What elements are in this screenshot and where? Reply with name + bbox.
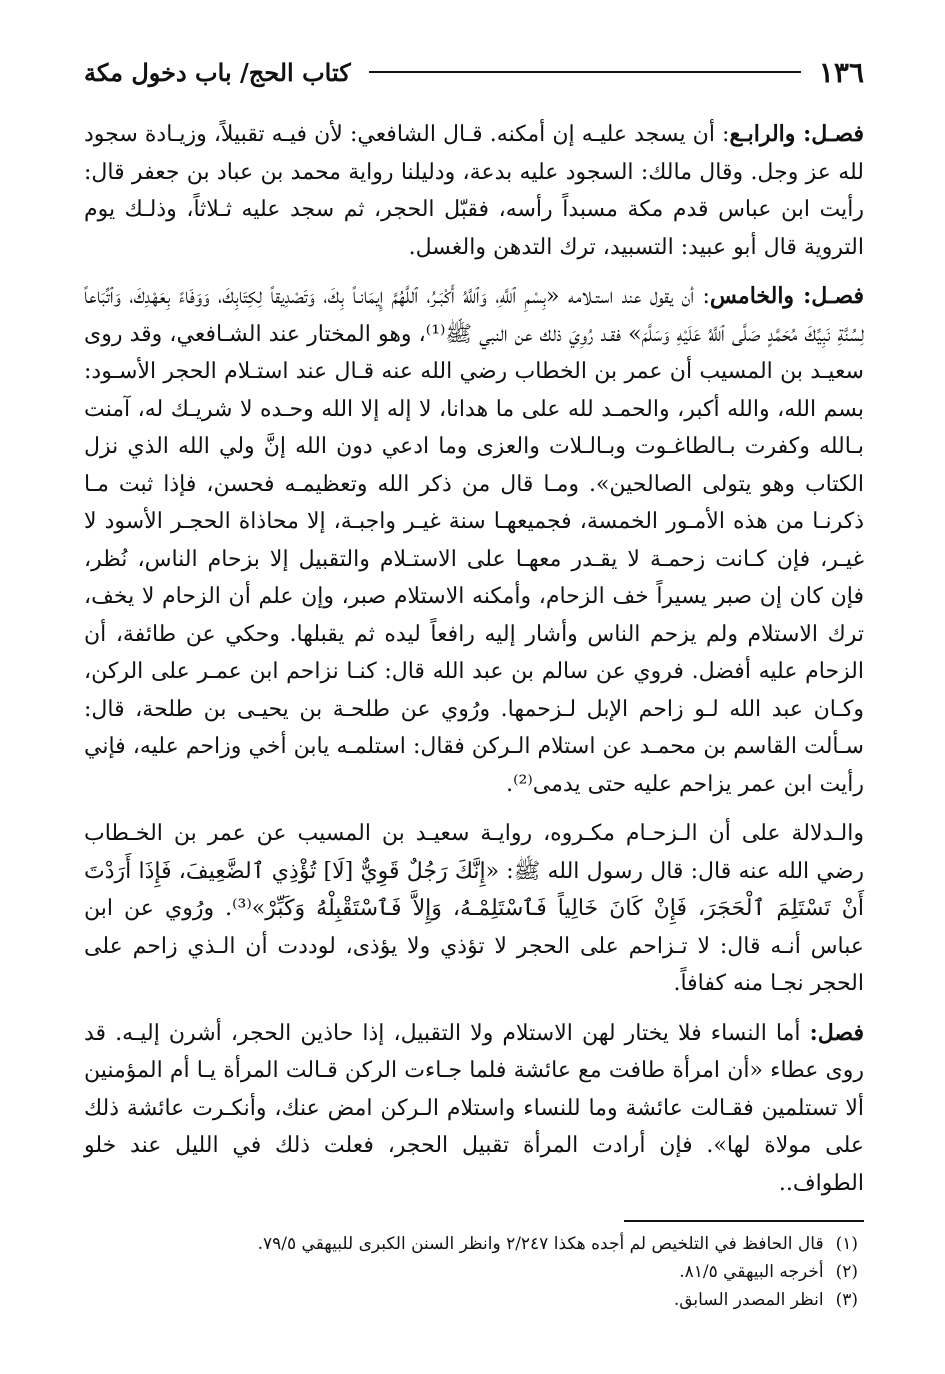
paragraph-evidence xyxy=(84,815,864,1003)
running-title: كتاب الحج/ باب دخول مكة xyxy=(84,57,351,87)
paragraph-fifth xyxy=(84,278,864,803)
footnote-text: انظر المصدر السابق. xyxy=(673,1290,824,1310)
footnote xyxy=(84,1286,858,1314)
paragraph-label: فصل: xyxy=(809,1019,864,1046)
paragraph-label: فصـل: والخامس xyxy=(709,283,864,309)
header-rule xyxy=(369,71,801,73)
paragraph-text: : أن يقول عند استـلامه «بِسْمِ ٱللَّهِ، وَٱللَّهُ أَكْبَـرُ، ٱللَّهُمَّ إِيمَانـاً بِكَ، وَتَصْدِيقاً لِكِتَابِكَ، وَوَفَاءً بِعَهْدِكَ، وَٱتِّبَاعاً لِسُنَّةِ نَبِيِّكَ مُحَمَّدٍ صَلَّى ٱللَّهُ عَلَيْهِ وَسَلَّمَ» فقـد رُوِيَ ذلك عن النبي ﷺ⁽¹⁾، وهو المختار عند الشـافعي، وقد روى سعيـد بن المسيب أن عمر بن الخطاب رضي الله عنه قـال عند استـلام الحجر الأسـود: بسم الله، والله أكبر، والحمـد لله على ما هدانا، لا إله إلا الله وحـده لا شريـك له، آمنت بـالله وكفرت بـالطاغـوت وبـالـلات والعزى وما ادعي دون الله إنَّ ولي الله الذي نزل الكتاب وهو يتولى الصالحين». ومـا قال من ذكر الله وتعظيمـه فحسن، فإذا ثبت مـا ذكرنـا من هذه الأمـور الخمسة، فجميعهـا سنة غيـر واجبـة، إلا محاذاة الحجـر الأسود لا غيـر، فإن كـانت زحمـة لا يقـدر معهـا على الاستـلام والتقبيل إلا بزحام الناس، نُظر، فإن كان إن صبر يسيراً خف الزحام، وأمكنه الاستلام صبر، وإن علم أن الزحام لا يخف، ترك الاستلام ولم يزحم الناس وأشار إليه رافعاً ليده ثم يقبلها. وحكي عن طائفة، أن الزحام عليه أفضل. فروي عن سالم بن عبد الله قال: كنـا نزاحم ابن عمـر على الركن، وكـان عبد الله لـو زاحم الإبل لـزحمها. ورُوي عن طلحـة بن يحيـى بن طلحة، قال: سـألت القاسم بن محمـد عن استلام الـركن فقال: استلمـه يابن أخي وزاحم عليه، فإني رأيت ابن عمر يزاحم عليه حتى يدمى⁽²⁾. xyxy=(84,284,864,797)
paragraph-fourth xyxy=(84,116,864,266)
paragraph-women xyxy=(84,1015,864,1203)
footnotes xyxy=(84,1230,858,1314)
footnote xyxy=(84,1258,858,1286)
footnote-text: قال الحافظ في التلخيص لم أجده هكذا ٢/٢٤٧ وانظر السنن الكبرى للبيهقي ٧٩/٥. xyxy=(257,1234,824,1254)
page-number: ١٣٦ xyxy=(818,55,864,89)
paragraph-text: أما النساء فلا يختار لهن الاستلام ولا التقبيل، إذا حاذين الحجر، أشرن إليـه. قد روى عطاء «أن امرأة طافت مع عائشة فلما جـاءت الركن قـالت المرأة يـا أم المؤمنين ألا تستلمين فقـالت عائشة وما للنساء واستلام الـركن امض عنك، وأنكـرت عائشة ذلك على مولاة لها». فإن أرادت المرأة تقبيل الحجر، فعلت ذلك في الليل عند خلو الطواف.. xyxy=(84,1020,865,1196)
footnote-text: أخرجه البيهقي ٨١/٥. xyxy=(679,1262,824,1282)
page-header xyxy=(84,50,864,94)
book-page xyxy=(84,50,864,1350)
page-body xyxy=(84,116,864,1202)
footnote-number: (٢) xyxy=(835,1262,858,1282)
paragraph-label: فصـل: والرابـع xyxy=(729,121,864,147)
footnote-number: (١) xyxy=(835,1234,858,1254)
footnote-number: (٣) xyxy=(835,1290,858,1310)
footnote-rule xyxy=(624,1220,864,1222)
paragraph-text: : أن يسجد عليـه إن أمكنه. قـال الشافعي: لأن فيـه تقبيلاً، وزيـادة سجود لله عز وجل. وقال مالك: السجود عليه بدعة، ودليلنا رواية محمد بن عباد بن جعفر قال: رأيت ابن عباس قدم مكة مسبداً رأسه، فقبّل الحجر، ثم سجد عليه ثـلاثاً، وذلـك يوم التروية قال أبو عبيد: التسبيد، ترك التدهن والغسل. xyxy=(84,122,864,260)
footnote xyxy=(84,1230,858,1258)
paragraph-text: والـدلالة على أن الـزحـام مكـروه، روايـة سعيـد بن المسيب عن عمر بن الخـطاب رضي الله عنه قال: قال رسول الله ﷺ: «إِنَّكَ رَجُلٌ قَوِيٌّ [لَا] تُؤْذِي ٱلضَّعِيفَ، فَإِذَا أَرَدْتَ أَنْ تَسْتَلِمَ ٱلْحَجَرَ، فَإِنْ كَانَ خَالِياً فَٱسْتَلِمْـهُ، وَإِلاَّ فَٱسْتَقْبِلْهُ وَكَبِّرْ»⁽³⁾. ورُوي عن ابن عباس أنـه قال: لا تـزاحم على الحجر لا تؤذي ولا يؤذى، لوددت أن الـذي زاحم على الحجر نجـا منه كفافاً. xyxy=(84,821,864,996)
